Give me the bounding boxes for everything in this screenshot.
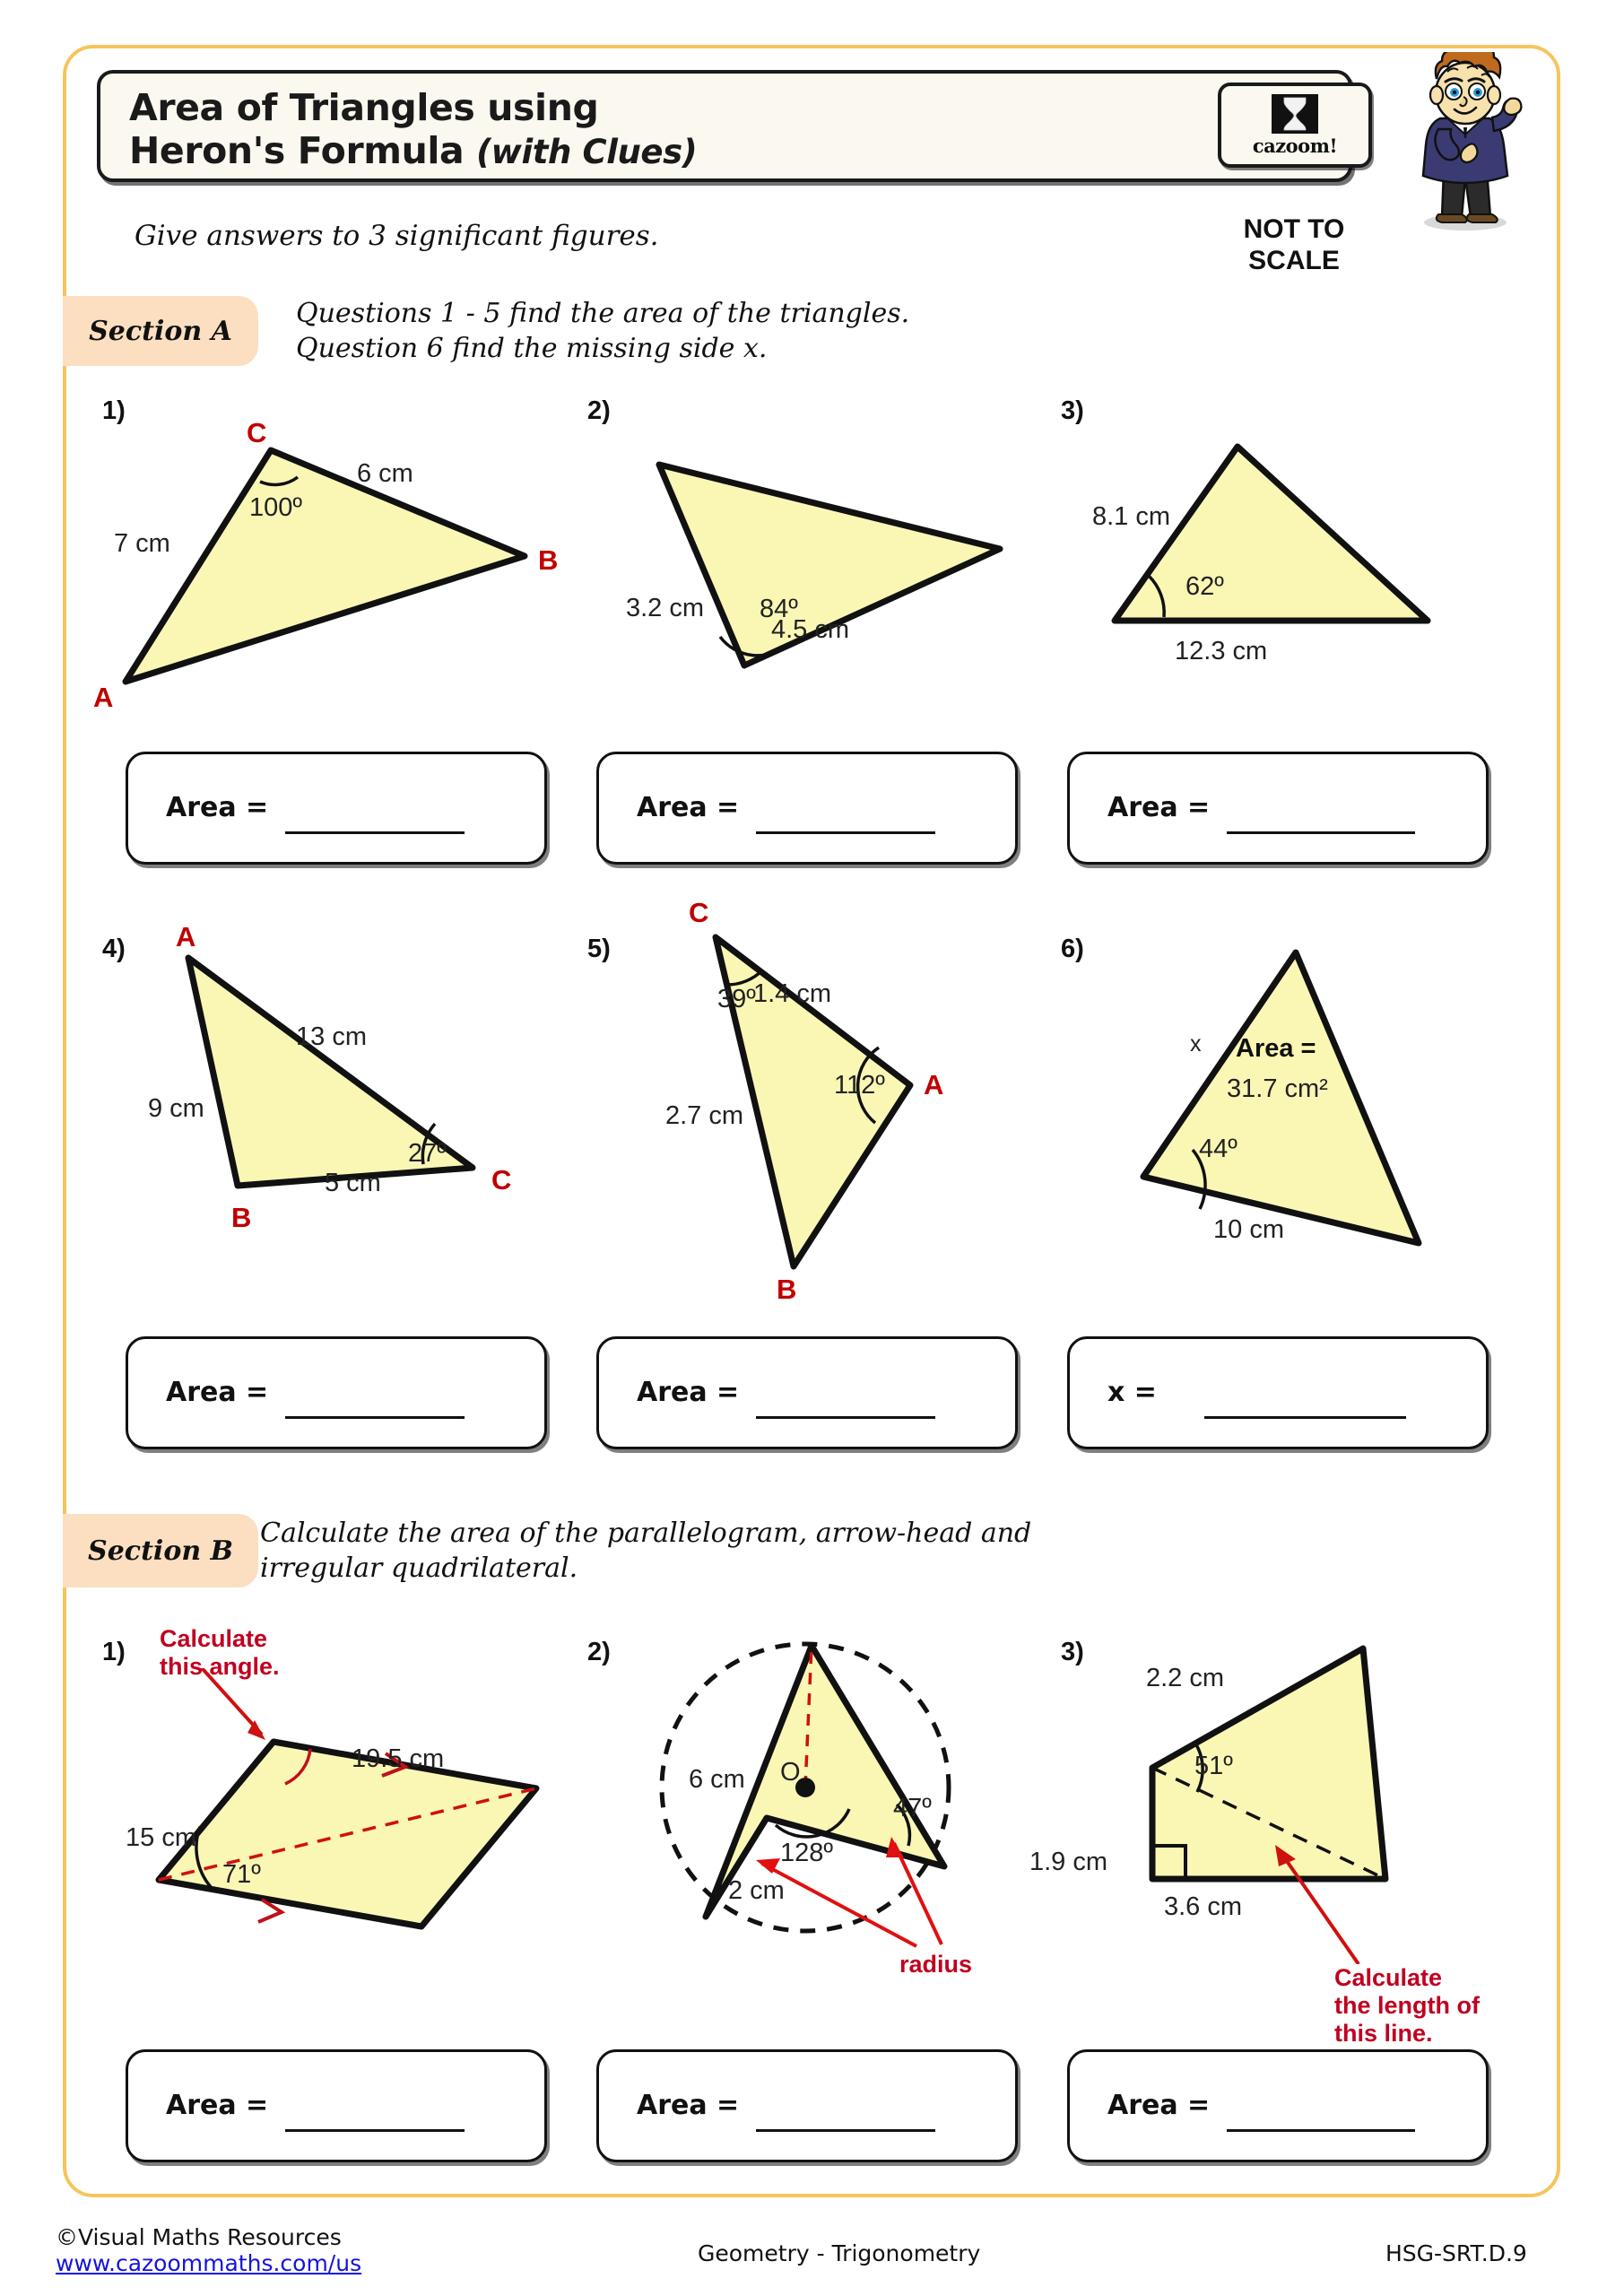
answer-line-a4[interactable] xyxy=(285,1416,465,1419)
angle-label-a2-84: 84º xyxy=(760,595,798,623)
question-number-b3: 3) xyxy=(1061,1638,1084,1666)
answer-line-a3[interactable] xyxy=(1227,831,1415,834)
angle-label-a5-112: 112º xyxy=(834,1071,885,1100)
answer-box-a2[interactable] xyxy=(596,752,1018,865)
vertex-label-a5-a: A xyxy=(924,1069,944,1100)
answer-box-a4[interactable] xyxy=(126,1336,547,1449)
triangle-figure-a2 xyxy=(592,413,1058,709)
clue-text-b1-line2: this angle. xyxy=(160,1652,280,1680)
angle-label-a4-27: 27º xyxy=(408,1139,447,1168)
side-label-a6-10cm: 10 cm xyxy=(1213,1215,1284,1244)
given-area-label-a6: Area = xyxy=(1236,1034,1316,1063)
page-title-suffix: (with Clues) xyxy=(476,133,698,171)
vertex-label-a4-b: B xyxy=(231,1202,252,1233)
mascot-character-icon xyxy=(1388,52,1541,231)
answer-label-a5: Area = xyxy=(637,1377,740,1408)
angle-label-a5-39: 39º xyxy=(717,985,756,1013)
answer-label-b3: Area = xyxy=(1107,2090,1211,2121)
question-number-a2: 2) xyxy=(587,396,611,425)
cazoom-logo xyxy=(1218,83,1372,168)
section-a-instruction-line1: Questions 1 - 5 find the area of the triangles. xyxy=(296,298,910,329)
answer-line-b2[interactable] xyxy=(756,2129,935,2132)
section-b-instructions xyxy=(260,1516,1031,1586)
side-label-a4-5cm: 5 cm xyxy=(325,1169,381,1197)
section-b-instruction-line1: Calculate the area of the parallelogram, arrow-head and xyxy=(260,1518,1032,1549)
question-number-a4: 4) xyxy=(102,935,126,963)
clue-text-b3-line2: the length of xyxy=(1334,1991,1480,2019)
footer-copyright: ©Visual Maths Resources xyxy=(56,2224,342,2250)
answer-label-a1: Area = xyxy=(166,792,269,823)
side-label-a4-9cm: 9 cm xyxy=(148,1094,204,1123)
answer-box-a6[interactable] xyxy=(1067,1336,1489,1449)
question-number-b2: 2) xyxy=(587,1638,611,1666)
question-number-b1: 1) xyxy=(102,1638,126,1666)
centre-label-b2-o: O xyxy=(780,1758,801,1787)
hourglass-icon xyxy=(1272,94,1318,134)
answer-line-a6[interactable] xyxy=(1204,1416,1406,1419)
section-a-instructions xyxy=(296,296,909,366)
angle-label-b3-51: 51º xyxy=(1194,1752,1233,1780)
vertex-label-a4-c: C xyxy=(491,1164,512,1196)
side-label-b1-195cm: 19.5 cm xyxy=(352,1744,445,1773)
question-number-a6: 6) xyxy=(1061,935,1084,963)
worksheet-title-box xyxy=(97,70,1352,182)
angle-label-a3-62: 62º xyxy=(1185,572,1224,601)
answer-label-a6: x = xyxy=(1107,1377,1157,1408)
angle-label-b1-71: 71º xyxy=(222,1860,261,1889)
side-label-b1-15cm: 15 cm xyxy=(126,1823,196,1852)
section-b-pill xyxy=(63,1514,258,1587)
side-label-a1-6cm: 6 cm xyxy=(357,459,413,488)
triangle-figure-a4 xyxy=(90,906,556,1265)
not-to-scale-line2: SCALE xyxy=(1248,246,1340,276)
vertex-label-a1-a: A xyxy=(93,682,114,713)
clue-text-b3-line1: Calculate xyxy=(1334,1964,1443,1991)
answer-box-b2[interactable] xyxy=(596,2049,1018,2162)
side-label-a5-14cm: 1.4 cm xyxy=(753,979,832,1008)
vertex-label-a1-c: C xyxy=(247,417,267,448)
angle-label-b2-47: 47º xyxy=(893,1794,932,1822)
answer-box-a5[interactable] xyxy=(596,1336,1018,1449)
side-label-a5-27cm: 2.7 cm xyxy=(665,1101,744,1130)
side-label-a3-81cm: 8.1 cm xyxy=(1092,502,1171,531)
question-number-a3: 3) xyxy=(1061,396,1084,425)
question-number-a5: 5) xyxy=(587,935,611,963)
answer-line-b3[interactable] xyxy=(1227,2129,1415,2132)
answer-label-b2: Area = xyxy=(637,2090,740,2121)
angle-label-b2-128: 128º xyxy=(780,1839,833,1867)
side-label-b2-6cm: 6 cm xyxy=(689,1765,745,1794)
side-label-b3-19cm: 1.9 cm xyxy=(1029,1848,1108,1876)
page-title-line1: Area of Triangles using xyxy=(129,86,599,129)
footer-topic: Geometry - Trigonometry xyxy=(698,2240,981,2266)
given-area-value-a6: 31.7 cm² xyxy=(1227,1074,1328,1103)
not-to-scale-line1: NOT TO xyxy=(1243,214,1345,244)
triangle-figure-a3 xyxy=(1058,413,1560,709)
parallelogram-figure-b1 xyxy=(90,1668,592,1964)
answer-line-a5[interactable] xyxy=(756,1416,935,1419)
answer-box-b3[interactable] xyxy=(1067,2049,1489,2162)
section-a-pill xyxy=(63,296,258,366)
page-title-main: Heron's Formula xyxy=(129,129,465,172)
section-a-instruction-line2: Question 6 find the missing side x. xyxy=(296,333,768,364)
footer-copyright-block xyxy=(56,2224,361,2276)
footer-url-link[interactable]: www.cazoommaths.com/us xyxy=(56,2250,362,2276)
instruction-text: Give answers to 3 significant figures. xyxy=(135,220,659,252)
side-label-a4-13cm: 13 cm xyxy=(296,1022,367,1051)
not-to-scale-note xyxy=(1209,213,1379,277)
answer-label-a2: Area = xyxy=(637,792,740,823)
answer-label-a4: Area = xyxy=(166,1377,269,1408)
answer-line-a2[interactable] xyxy=(756,831,935,834)
cazoom-wordmark: cazoom! xyxy=(1252,134,1338,157)
vertex-label-a5-c: C xyxy=(689,897,709,928)
side-label-a3-123cm: 12.3 cm xyxy=(1175,637,1268,665)
section-b-instruction-line2: irregular quadrilateral. xyxy=(260,1552,578,1584)
triangle-figure-a1 xyxy=(72,413,574,709)
angle-label-a6-44: 44º xyxy=(1199,1135,1238,1163)
answer-line-b1[interactable] xyxy=(285,2129,465,2132)
question-number-a1: 1) xyxy=(102,396,126,425)
clue-text-b3 xyxy=(1334,1964,1480,2047)
side-label-b2-2cm: 2 cm xyxy=(728,1876,785,1905)
clue-text-b2-radius: radius xyxy=(899,1951,973,1978)
angle-label-a1-100: 100º xyxy=(249,493,302,522)
side-label-a2-32cm: 3.2 cm xyxy=(626,594,705,622)
answer-box-b1[interactable] xyxy=(126,2049,547,2162)
answer-label-a3: Area = xyxy=(1107,792,1211,823)
page-title-line2 xyxy=(129,129,697,172)
side-label-b3-22cm: 2.2 cm xyxy=(1146,1664,1225,1692)
side-label-a2-45cm: 4.5 cm xyxy=(771,615,850,644)
clue-text-b3-line3: this line. xyxy=(1334,2019,1433,2047)
answer-box-a1[interactable] xyxy=(126,752,547,865)
answer-box-a3[interactable] xyxy=(1067,752,1489,865)
clue-text-b1-line1: Calculate xyxy=(160,1625,268,1652)
side-label-b3-36cm: 3.6 cm xyxy=(1164,1892,1243,1921)
vertex-label-a4-a: A xyxy=(176,921,196,952)
side-label-a1-7cm: 7 cm xyxy=(114,529,170,558)
vertex-label-a5-b: B xyxy=(777,1274,797,1305)
section-b-label: Section B xyxy=(88,1535,233,1567)
answer-label-b1: Area = xyxy=(166,2090,269,2121)
unknown-label-a6-x: x xyxy=(1190,1031,1202,1057)
answer-line-a1[interactable] xyxy=(285,831,465,834)
section-a-label: Section A xyxy=(89,315,232,347)
quadrilateral-figure-b3 xyxy=(1058,1605,1560,1964)
footer-code: HSG-SRT.D.9 xyxy=(1385,2240,1527,2266)
vertex-label-a1-b: B xyxy=(538,544,559,576)
